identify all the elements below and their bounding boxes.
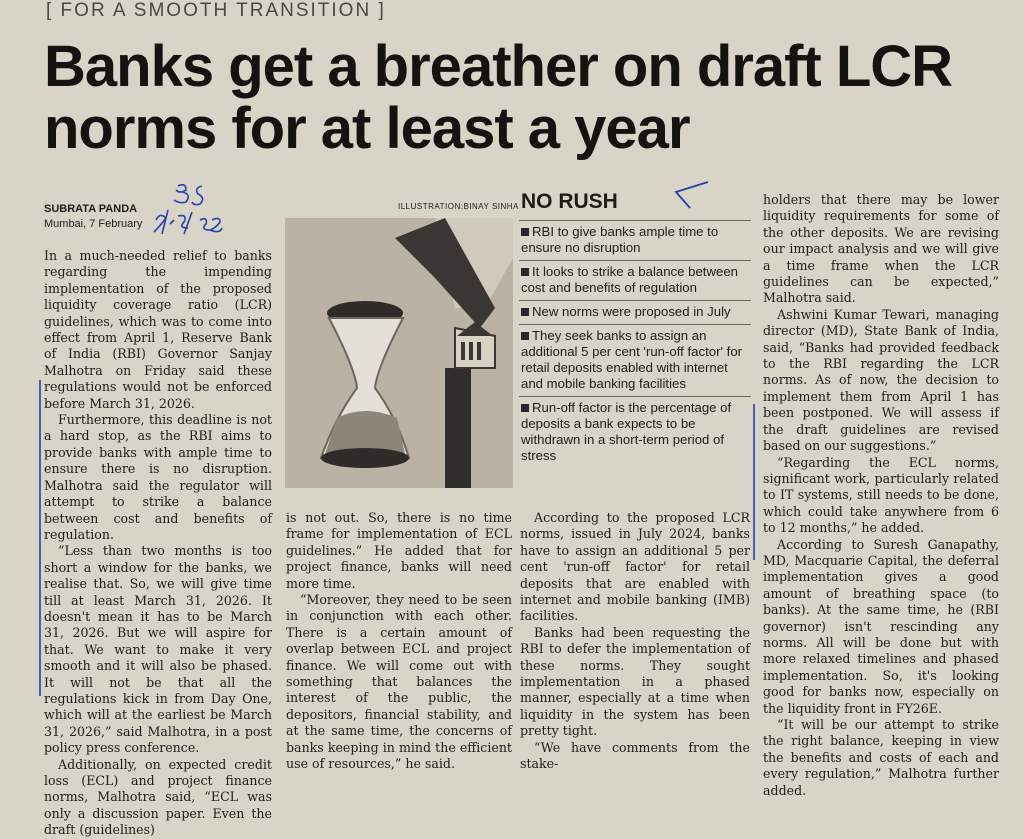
bullet-icon <box>521 308 529 316</box>
illustration-credit: ILLUSTRATION:BINAY SINHA <box>398 202 519 211</box>
paragraph: “It will be our attempt to strike the right balance, keeping in view the benefits and costs of each and every regulation,” Malhotra further added. <box>763 717 999 798</box>
paragraph: Additionally, on expected credit loss (ECL) and project finance norms, Malhotra said, “ECL was only a discussion paper. Even the draft (guidelines) <box>44 756 272 838</box>
bullet-icon <box>521 268 529 276</box>
paragraph: According to the proposed LCR norms, issued in July 2024, banks have to assign an additional 5 per cent 'run-off factor' for retail deposits that are enabled with internet and mobile banking (IMB) facilities. <box>520 510 750 624</box>
bullet-icon <box>521 404 529 412</box>
paragraph: “We have comments from the stake- <box>520 739 750 772</box>
byline-author: SUBRATA PANDA <box>44 203 138 215</box>
headline: Banks get a breather on draft LCR norms for at least a year <box>44 34 953 161</box>
paragraph: “Regarding the ECL norms, significant work, particularly related to IT systems, still needs to be done, which could take anywhere from 6 to 12 months,” he added. <box>763 454 999 536</box>
sidebar-item: They seek banks to assign an additional 5 per cent 'run-off factor' for retail deposits enabled with internet and mobile banking facilities <box>519 324 751 396</box>
paragraph: is not out. So, there is no time frame for implementation of ECL guidelines.” He added that for project finance, banks will need more time. <box>286 510 512 591</box>
paragraph: According to Suresh Ganapathy, MD, Macquarie Capital, the deferral implementation gives a good amount of breathing space (to banks). At the same time, he (RBI governor) isn't rescinding any norms. All will be done but with more relaxed timelines and phased implementation. So, it's looking good for banks now, especially on the liquidity front in FY26E. <box>763 536 999 716</box>
paragraph: In a much-needed relief to banks regarding the impending implementation of the proposed liquidity coverage ratio (LCR) guidelines, which was to come into effect from April 1, Reserve Bank of India (RBI) Governor Sanjay Malhotra on Friday said these regulations would not be enforced before March 31, 2026. <box>44 248 272 411</box>
pen-margin-line <box>750 404 758 564</box>
handwritten-note <box>150 180 260 242</box>
bullet-icon <box>521 228 529 236</box>
hourglass-illustration <box>285 218 513 488</box>
sidebar-title: NO RUSH <box>521 190 618 213</box>
article-column-1 <box>44 248 272 839</box>
illustration <box>285 218 513 488</box>
paragraph: holders that there may be lower liquidity requirements for some of the other deposits. We are revising our impact analysis and we will give a time frame when the LCR guidelines can be expected,” Malhotra said. <box>763 192 999 306</box>
byline-dateline: Mumbai, 7 February <box>44 218 143 230</box>
sidebar-item: Run-off factor is the percentage of deposits a bank expects to be withdrawn in a short-term period of stress <box>519 396 751 468</box>
pen-margin-line <box>36 380 44 700</box>
paragraph: Ashwini Kumar Tewari, managing director (MD), State Bank of India, said, “Banks had provided feedback to the RBI regarding the LCR norms. As of now, the decision to implement them from April 1 has been postponed. We will assess if the draft guidelines are revised based on our suggestions.” <box>763 306 999 454</box>
sidebar-item: RBI to give banks ample time to ensure no disruption <box>519 220 751 260</box>
article-column-4 <box>763 192 999 799</box>
article-column-2 <box>286 510 512 773</box>
sidebar-item: New norms were proposed in July <box>519 300 751 324</box>
article-column-3 <box>520 510 750 773</box>
paragraph: “Less than two months is too short a window for the banks, we realise that. So, we will give time till at least March 31, 2026. It doesn't mean it has to be March 31, 2026. But we will aspire for that. We want to make it very smooth and it will also be phased. It will not be that all the regulations kick in from Day One, which will at the earliest be March 31, 2026,” said Malhotra, in a post policy press conference. <box>44 543 272 756</box>
sidebar-box <box>519 190 751 468</box>
sidebar-item: It looks to strike a balance between cost and benefits of regulation <box>519 260 751 300</box>
bullet-icon <box>521 332 529 340</box>
paragraph: Banks had been requesting the RBI to defer the implementation of these norms. They sought implementation in a phased manner, especially at a time when liquidity in the system has been pretty tight. <box>520 624 750 739</box>
paragraph: Furthermore, this deadline is not a hard stop, as the RBI aims to provide banks with ample time to ensure there is no disruption. Malhotra said the regulator will attempt to strike a balance between cost and benefits of regulation. <box>44 412 272 542</box>
byline <box>44 203 142 230</box>
section-kicker: [ FOR A SMOOTH TRANSITION ] <box>46 0 386 21</box>
paragraph: “Moreover, they need to be seen in conjunction with each other. There is a certain amount of overlap between ECL and project finance. We will come out with something that balances the interest of the public, the depositors, financial stability, and at the same time, the concerns of banks keeping in mind the efficient use of resources,” he said. <box>286 592 512 772</box>
